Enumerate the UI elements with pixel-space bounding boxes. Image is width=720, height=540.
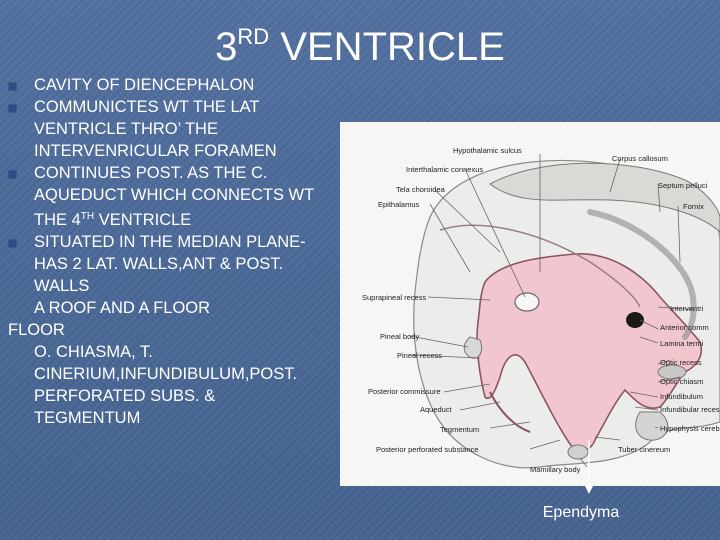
label-lamina-terminalis: Lamina termi [660, 339, 704, 348]
text-line: HAS 2 LAT. WALLS,ANT & POST. [34, 255, 284, 273]
text-line: FLOOR [8, 321, 65, 339]
label-pineal-body: Pineal body [380, 332, 420, 341]
text-line: A ROOF AND A FLOOR [34, 299, 211, 317]
label-hypophysis-cerebri: Hypophysis cereb [660, 424, 720, 433]
text-line: O. CHIASMA, T. [34, 343, 153, 361]
text-line: PERFORATED SUBS. & [34, 387, 216, 405]
text-line: CINERIUM,INFUNDIBULUM,POST. [34, 365, 298, 383]
label-suprapineal-recess: Suprapineal recess [362, 293, 427, 302]
ependyma-caption: Ependyma [542, 504, 620, 521]
text-line: INTERVENRICULAR FORAMEN [34, 142, 277, 160]
label-interthalamic-connexus: Interthalamic connexus [406, 165, 484, 174]
label-anterior-commissure: Anterior comm [660, 323, 709, 332]
label-septum-pellucidum: Septum pelluci [658, 181, 708, 190]
label-hypothalamic-sulcus: Hypothalamic sulcus [453, 146, 522, 155]
bullet-line: COMMUNICTES WT THE LAT [8, 96, 348, 118]
text-line: AQUEDUCT WHICH CONNECTS WT [34, 186, 315, 204]
slide-title: 3RD VENTRICLE [215, 24, 505, 69]
label-infundibulum: Infundibulum [660, 392, 703, 401]
bullet-line: CAVITY OF DIENCEPHALON [8, 74, 348, 96]
label-optic-recess: Optic recess [660, 358, 702, 367]
label-tuber-cinereum: Tuber cinereum [618, 445, 671, 454]
label-corpus-callosum: Corpus callosum [612, 154, 668, 163]
text-line: TEGMENTUM [34, 409, 141, 427]
label-interventricular: Interventri [670, 304, 704, 313]
label-optic-chiasma: Optic chiasm [660, 377, 704, 386]
label-mamillary-body: Mamillary body [530, 465, 581, 474]
bullet-line: SITUATED IN THE MEDIAN PLANE- [8, 231, 348, 253]
text-line: WALLS [34, 277, 90, 295]
text-line: VENTRICLE THRO’ THE [34, 120, 218, 138]
label-posterior-commissure: Posterior commissure [368, 387, 441, 396]
label-infundibular-recess: Infundibular reces [660, 405, 720, 414]
label-posterior-perforated-substance: Posterior perforated substance [376, 445, 479, 454]
label-tela-choroidea: Tela choroidea [396, 185, 445, 194]
text-line: THE 4TH VENTRICLE [34, 211, 192, 229]
label-epithalamus: Epithalamus [378, 200, 420, 209]
label-pineal-recess: Pineal recess [397, 351, 443, 360]
label-fornix: Fornix [683, 202, 704, 211]
label-tegmentum: Tegmentum [440, 425, 480, 434]
bullet-line: CONTINUES POST. AS THE C. [8, 162, 348, 184]
label-aqueduct: Aqueduct [420, 405, 452, 414]
